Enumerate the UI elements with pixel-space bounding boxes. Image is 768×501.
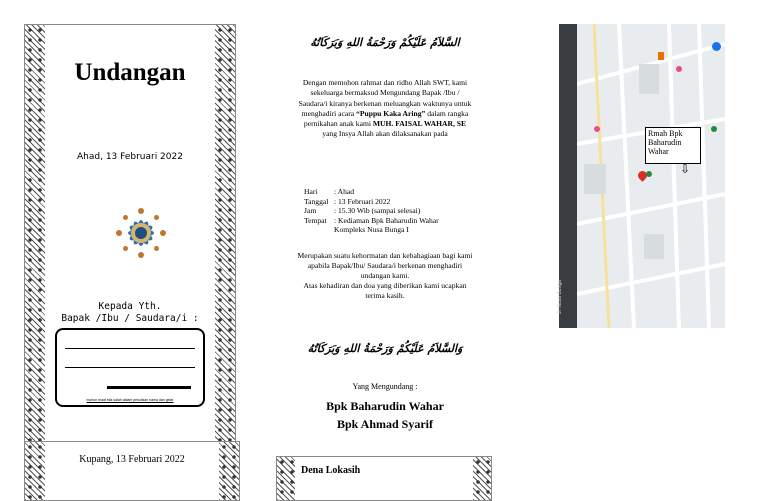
location-heading: Dena Lokasih bbox=[301, 465, 361, 476]
back-cover-strip bbox=[24, 441, 240, 501]
detail-value: : Kediaman Bpk Baharudin Wahar bbox=[334, 215, 439, 225]
mandala-ornament-icon bbox=[111, 203, 171, 263]
host-heading: Yang Mengundang : bbox=[352, 382, 418, 391]
closing-text bbox=[296, 251, 474, 301]
event-details bbox=[304, 187, 480, 235]
detail-label: Tanggal bbox=[304, 196, 329, 206]
detail-value: : 13 Februari 2022 bbox=[334, 196, 391, 206]
intro-text-3: yang Insya Allah akan dilaksanakan pada bbox=[322, 129, 448, 139]
cover-date: Ahad, 13 Februari 2022 bbox=[77, 152, 183, 162]
batik-border-right bbox=[219, 442, 239, 500]
detail-row bbox=[304, 187, 480, 197]
recipient-subheading: Bapak /Ibu / Saudara/i : bbox=[61, 313, 199, 324]
recipient-heading: Kepada Yth. bbox=[98, 301, 162, 312]
arabic-greeting: السَّلاَمُ عَلَيْكُمْ وَرَحْمَةُ اللهِ وَبَرَكَاتُهُ bbox=[310, 36, 460, 49]
host-name-1: Bpk Baharudin Wahar bbox=[326, 399, 444, 413]
map-sidebar bbox=[559, 24, 577, 328]
batik-border-left bbox=[25, 442, 45, 500]
location-page-strip bbox=[276, 456, 492, 501]
address-line bbox=[65, 348, 195, 349]
groom-name: MUH. FAISAL WAHAR, SE bbox=[372, 119, 467, 129]
detail-row bbox=[304, 206, 480, 216]
invitation-intro bbox=[296, 78, 474, 140]
detail-label: Jam bbox=[304, 206, 317, 216]
batik-border-right bbox=[473, 457, 491, 500]
arabic-closing: وَالسَّلاَمُ عَلَيْكُمْ وَرَحْمَةُ اللهِ وَبَرَكَاتُهُ bbox=[307, 342, 463, 355]
address-note: mohon maaf bila salah dalam penulisan nama dan gelar bbox=[86, 398, 174, 402]
location-map bbox=[559, 24, 725, 328]
map-sidebar-text: Jl. Nusa Bunga bbox=[557, 280, 563, 314]
detail-row bbox=[304, 197, 480, 207]
batik-border-right bbox=[215, 25, 235, 443]
invitation-body bbox=[290, 30, 480, 440]
intro-text-1: Dengan memohon rahmat dan ridho Allah SWT, kami sekeluarga bermaksud Mengundang Bapak /Ibu / Saudara/i kiranya berkenan meluangkan waktunya untuk menghadiri acara bbox=[298, 78, 472, 118]
detail-row bbox=[304, 216, 480, 226]
event-name: “Puppu Kaka Aring” bbox=[356, 108, 426, 118]
map-location-dot-icon bbox=[712, 42, 721, 51]
detail-label: Hari bbox=[304, 187, 318, 196]
down-arrow-icon: ⇩ bbox=[680, 162, 691, 176]
batik-border-left bbox=[25, 25, 45, 443]
detail-row bbox=[304, 225, 480, 235]
address-box bbox=[55, 328, 205, 407]
detail-label: Tempat bbox=[304, 215, 327, 225]
address-bar bbox=[107, 386, 191, 389]
detail-value: : 15.30 Wib (sampai selesai) bbox=[334, 206, 421, 216]
detail-label bbox=[304, 225, 334, 235]
address-line bbox=[65, 367, 195, 368]
closing-paragraph-2: Atas kehadiran dan doa yang diberikan kami ucapkan terima kasih. bbox=[303, 281, 467, 300]
map-callout: Rmah Bpk Baharudin Wahar bbox=[645, 127, 701, 164]
host-name-2: Bpk Ahmad Syarif bbox=[336, 417, 434, 431]
place-date: Kupang, 13 Februari 2022 bbox=[79, 454, 185, 465]
batik-border-left bbox=[277, 457, 295, 500]
cover-title: Undangan bbox=[74, 59, 186, 86]
detail-value: : Ahad bbox=[334, 187, 355, 196]
detail-value: Kompleks Nusa Bunga I bbox=[334, 225, 409, 235]
closing-paragraph-1: Merupakan suatu kehormatan dan kebahagiaan bagi kami apabila Bapak/Ibu/ Saudara/i berkenan menghadiri undangan kami. bbox=[297, 251, 473, 280]
invitation-cover bbox=[24, 24, 236, 444]
intro-text-2: dalam rangka pernikahan anak kami bbox=[303, 108, 469, 129]
